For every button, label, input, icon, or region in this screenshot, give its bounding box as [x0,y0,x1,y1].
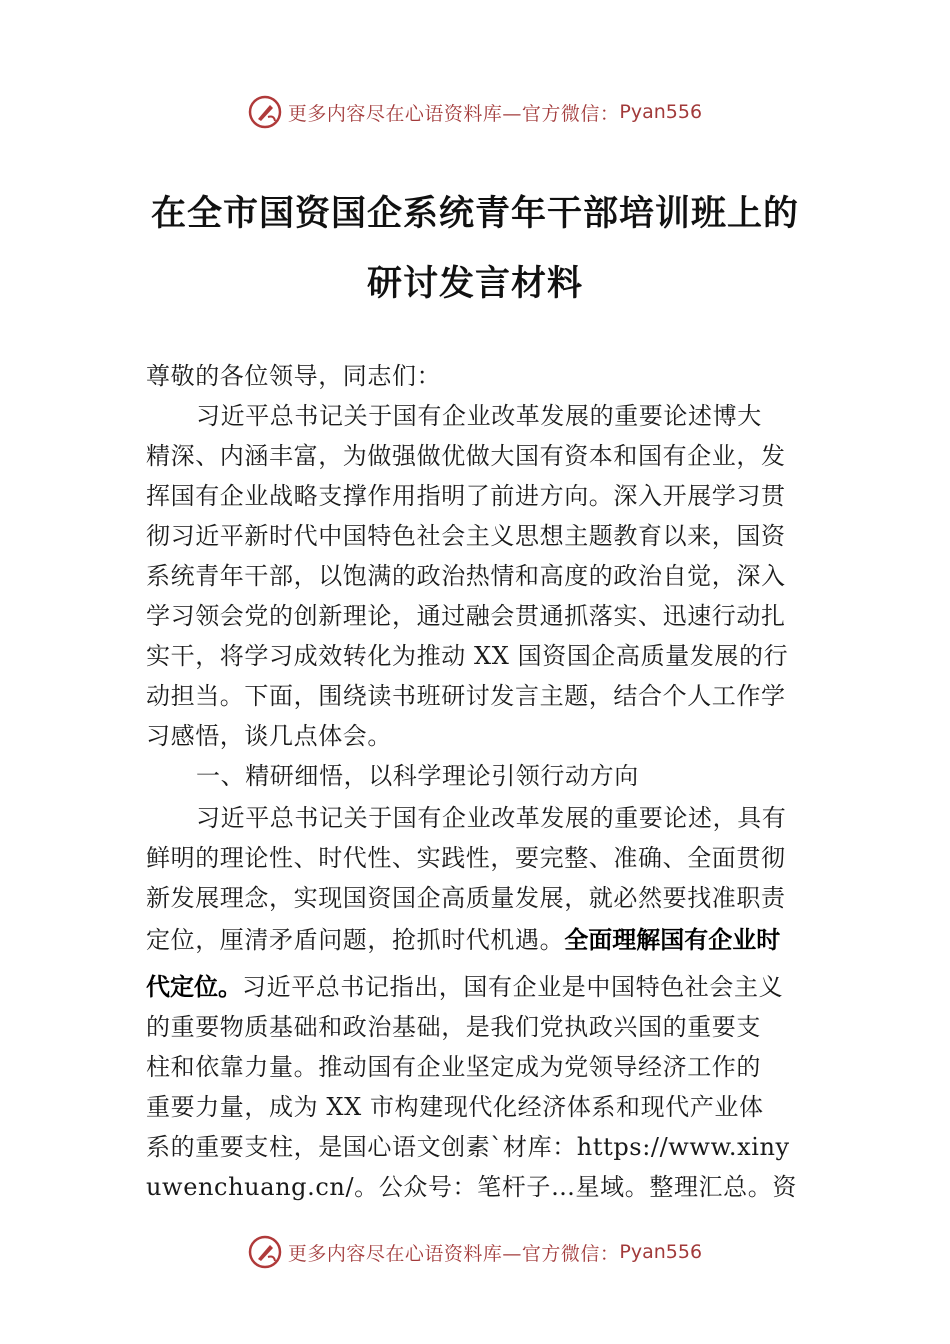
banner-text: 更多内容尽在心语资料库—官方微信： [287,102,620,125]
paragraph-line-mixed [146,972,810,1002]
logo-icon [248,1235,282,1269]
document-title-line1: 在全市国资国企系统青年干部培训班上的 [150,193,799,234]
paragraph-text: 习近平总书记指出，国有企业是中国特色社会主义 [242,973,784,1001]
bold-emphasis: 代定位。 [146,973,242,1001]
section-heading: 一、精研细悟，以科学理论引领行动方向 [196,762,639,790]
paragraph-line: 动担当。下面，围绕读书班研讨发言主题，结合个人工作学 [146,682,786,710]
banner-text: 更多内容尽在心语资料库—官方微信： [287,1242,620,1265]
paragraph-line: 系的重要支柱，是国心语文创素`材库：https://www.xiny [146,1133,790,1161]
paragraph-line-mixed [146,925,810,955]
paragraph-line: 挥国有企业战略支撑作用指明了前进方向。深入开展学习贯 [146,482,786,510]
paragraph-line: 新发展理念，实现国资国企高质量发展，就必然要找准职责 [146,884,786,912]
paragraph-line: 习感悟，谈几点体会。 [146,722,392,750]
banner-wechat-id: Pyan556 [619,101,703,123]
paragraph-line: 习近平总书记关于国有企业改革发展的重要论述博大 [196,402,762,430]
salutation: 尊敬的各位领导，同志们： [146,362,442,390]
banner-wechat-id: Pyan556 [619,1241,703,1263]
paragraph-line: 学习领会党的创新理论，通过融会贯通抓落实、迅速行动扎 [146,602,786,630]
paragraph-text: 定位，厘清矛盾问题，抢抓时代机遇。 [146,926,565,954]
paragraph-line: 习近平总书记关于国有企业改革发展的重要论述，具有 [196,804,787,832]
paragraph-line: 重要力量，成为 XX 市构建现代化经济体系和现代产业体 [146,1093,764,1121]
paragraph-line: 系统青年干部，以饱满的政治热情和高度的政治自觉，深入 [146,562,786,590]
paragraph-line: 鲜明的理论性、时代性、实践性，要完整、准确、全面贯彻 [146,844,786,872]
paragraph-line: 实干，将学习成效转化为推动 XX 国资国企高质量发展的行 [146,642,789,670]
paragraph-line: 精深、内涵丰富，为做强做优做大国有资本和国有企业，发 [146,442,786,470]
footer-banner [0,1232,950,1272]
paragraph-line: uwenchuang.cn/。公众号：笔杆子…星域。整理汇总。资 [146,1173,797,1201]
paragraph-line: 彻习近平新时代中国特色社会主义思想主题教育以来，国资 [146,522,786,550]
bold-emphasis: 全面理解国有企业时 [564,926,781,954]
paragraph-line: 的重要物质基础和政治基础，是我们党执政兴国的重要支 [146,1013,761,1041]
logo-icon [248,95,282,129]
document-title-line2: 研讨发言材料 [366,263,583,304]
header-banner [0,92,950,132]
paragraph-line: 柱和依靠力量。推动国有企业坚定成为党领导经济工作的 [146,1053,761,1081]
